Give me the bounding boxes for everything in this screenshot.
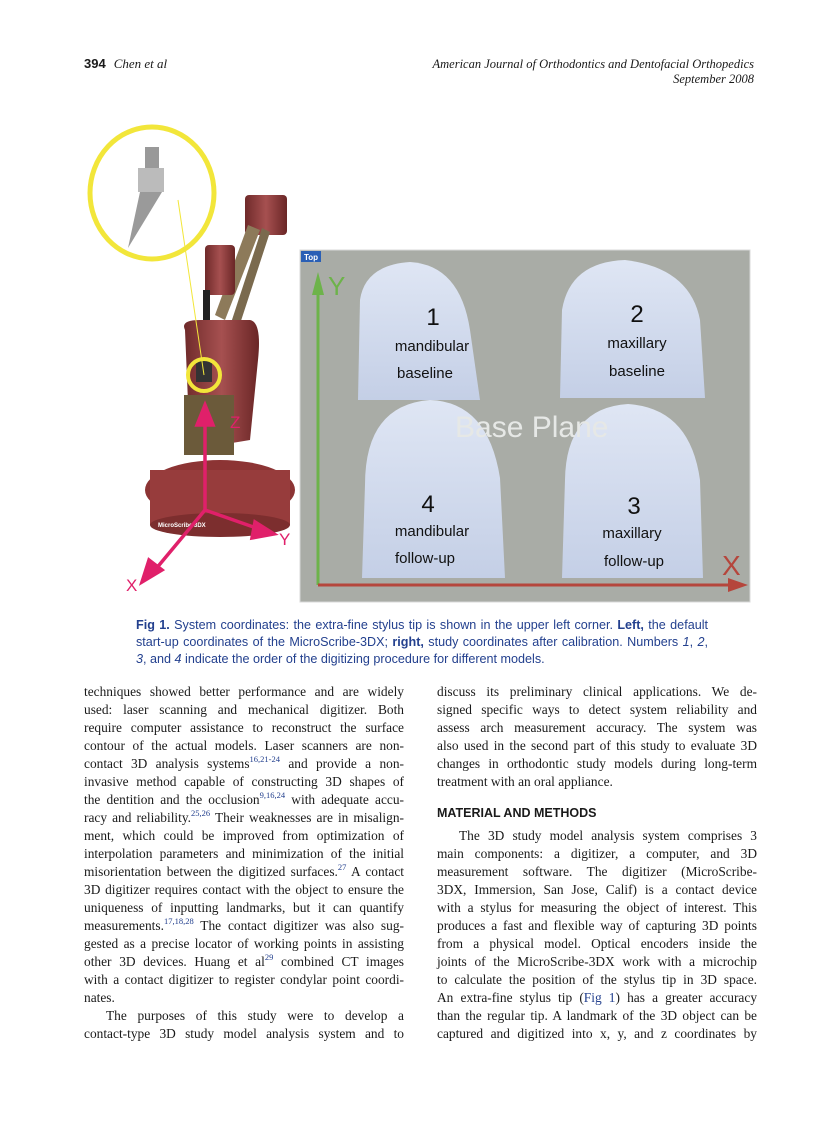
text-run: signed specific ways to detect system reliability and [437,702,757,717]
text-run: measurement software. The digitizer (MicroScribe- [437,864,757,879]
text-run: gested as a precise locator of working points in assisting [84,936,404,951]
model-4-number: 4 [421,491,435,518]
text-run: measurements. [84,918,164,933]
figure-caption [136,617,708,668]
model-3-label: maxillary [602,525,662,542]
caption-text: study coordinates after calibration. Numbers [423,635,683,649]
device-brand-label: MicroScribe 3DX [158,523,206,529]
text-run: contour of the actual models. Laser scanners are non- [84,738,404,753]
text-run: 3DX, Immersion, San Jose, Calif) is a contact device [437,882,757,897]
citation-ref[interactable]: 17,18,28 [163,916,194,926]
text-run: captured and digitized into x, y, and z coordinates by [437,1026,757,1041]
text-line [437,701,757,719]
text-line [437,845,757,863]
caption-right: right, [392,635,424,649]
axis-label-x-left: X [126,576,138,595]
model-4-sublabel: follow-up [394,550,456,567]
text-run: other 3D devices. Huang et al [84,954,265,969]
text-run: than the regular tip. A landmark of the 3D object can be [437,1008,757,1023]
text-line [84,881,404,899]
body-column-left [84,683,404,1043]
text-run: require computer assistance to reconstruct the surface [84,720,404,735]
text-run: contact-type 3D study model analysis system and to [84,1026,404,1041]
text-run: used: laser scanning and mechanical digitizer. Both [84,702,404,717]
text-line [84,791,404,809]
citation-ref[interactable]: 27 [337,862,347,872]
text-run: main components: a digitizer, a computer, and 3D [437,846,757,861]
text-run: nates. [84,990,115,1005]
text-line [437,719,757,737]
figure-label: Fig 1. [136,618,170,632]
axis-label-y-left: Y [279,530,291,549]
model-3-sublabel: follow-up [603,553,665,570]
text-line [437,989,757,1007]
body-column-right-top [437,683,757,791]
text-run: An extra-fine stylus tip ( [437,990,584,1005]
text-run: assess arch measurement accuracy. The system was [437,720,757,735]
text-run: with adequate accu- [285,792,404,807]
text-run: 3D digitizer requires contact with the object to ensure the [84,882,404,897]
citation-ref[interactable]: 29 [264,952,274,962]
model-4-label: mandibular [394,523,470,540]
text-run: and provide a non- [280,756,404,771]
text-run: with a contact digitizer to register condylar point coordi- [84,972,404,987]
page-number: 394 [84,56,106,71]
text-run: Their weaknesses are in misalign- [210,810,404,825]
text-line [84,683,404,701]
figure-ref-link[interactable]: Fig 1 [583,990,616,1005]
text-line [84,953,404,971]
text-run: combined CT images [273,954,404,969]
citation-ref[interactable]: 16,21-24 [249,754,280,764]
text-line [437,683,757,701]
model-1-sublabel: baseline [397,365,453,382]
text-run: racy and reliability. [84,810,192,825]
running-author: Chen et al [113,56,168,71]
citation-ref[interactable]: 9,16,24 [259,790,286,800]
text-line [84,899,404,917]
text-run: with a stylus for measuring the object of interest. This [437,900,757,915]
text-line [437,827,757,845]
text-line [84,935,404,953]
text-run: from a physical model. Optical encoders inside the [437,936,757,951]
text-run: techniques showed better performance and are widely [84,684,404,699]
text-line [84,701,404,719]
text-line [437,917,757,935]
viewport-tag: Top [304,253,319,262]
text-line [84,809,404,827]
text-run: A contact [346,864,404,879]
caption-text: the default start-up coordinates of the MicroScribe-3DX; [136,618,708,649]
text-line [437,863,757,881]
text-line [84,845,404,863]
model-3-number: 3 [627,493,641,520]
axis-label-z: Z [230,413,241,432]
text-line [437,1007,757,1025]
text-line [437,1025,757,1043]
caption-text: indicate the order of the digitizing procedure for different models. [181,652,545,666]
model-2-label: maxillary [607,335,667,352]
caption-text: , [704,635,709,649]
text-line [84,971,404,989]
caption-text: , and [143,652,175,666]
caption-number: 2 [697,635,705,649]
study-coordinates-panel [300,250,750,602]
base-plane-label: Base Plane [455,411,609,444]
text-run: the dentition and the occlusion [84,792,260,807]
digitizer-arm-photo [90,127,295,595]
text-run: interpolation parameters and minimization of the initial [84,846,404,861]
text-line [84,755,404,773]
text-run: misorientation between the digitized surfaces. [84,864,338,879]
axis-label-y-right: Y [328,271,346,301]
text-line [437,899,757,917]
text-run: The purposes of this study were to develop a [106,1008,404,1023]
text-run: treatment with an oral appliance. [437,774,613,789]
text-run: produces a fast and flexible way of capturing 3D points [437,918,757,933]
caption-number: 4 [174,652,182,666]
text-line [437,755,757,773]
text-line [84,989,404,1007]
text-line [84,1007,404,1025]
text-line [84,719,404,737]
body-column-right-bottom [437,827,757,1043]
section-heading: MATERIAL AND METHODS [437,806,597,820]
citation-ref[interactable]: 25,26 [191,808,211,818]
text-line [437,737,757,755]
caption-text: , [689,635,698,649]
text-line [437,953,757,971]
axis-label-x-right: X [722,550,741,581]
model-1-number: 1 [426,304,440,331]
text-line [437,881,757,899]
text-run: ment, which could be improved from optimization of [84,828,404,843]
text-line [84,917,404,935]
text-run: to calculate the position of the stylus tip in 3D space. [437,972,757,987]
text-run: joints of the MicroScribe-3DX work with a microchip [437,954,757,969]
text-line [84,737,404,755]
caption-number: 3 [136,652,144,666]
text-line [84,1025,404,1043]
text-run: The 3D study model analysis system comprises 3 [459,828,757,843]
text-run: contact 3D analysis systems [84,756,250,771]
text-run: discuss its preliminary clinical applications. We de- [437,684,757,699]
caption-text: System coordinates: the extra-fine stylus tip is shown in the upper left corner. [169,618,618,632]
issue-date: September 2008 [673,72,754,86]
model-1-label: mandibular [394,338,470,355]
text-run: ) has a greater accuracy [615,990,758,1005]
text-line [437,971,757,989]
text-run: uniqueness of inputting landmarks, but it can quantify [84,900,404,915]
caption-left: Left, [617,618,644,632]
text-line [437,773,757,791]
text-line [84,827,404,845]
text-line [84,863,404,881]
text-run: changes in orthodontic study models during long-term [437,756,757,771]
text-line [84,773,404,791]
text-run: invasive method capable of constructing 3D shapes of [84,774,404,789]
text-run: also used in the second part of this study to evaluate 3D [437,738,757,753]
text-line [437,935,757,953]
model-2-sublabel: baseline [609,363,665,380]
journal-title: American Journal of Orthodontics and Dentofacial Orthopedics [432,57,754,71]
text-run: The contact digitizer was also sug- [193,918,404,933]
model-2-number: 2 [630,301,644,328]
caption-number: 1 [682,635,690,649]
